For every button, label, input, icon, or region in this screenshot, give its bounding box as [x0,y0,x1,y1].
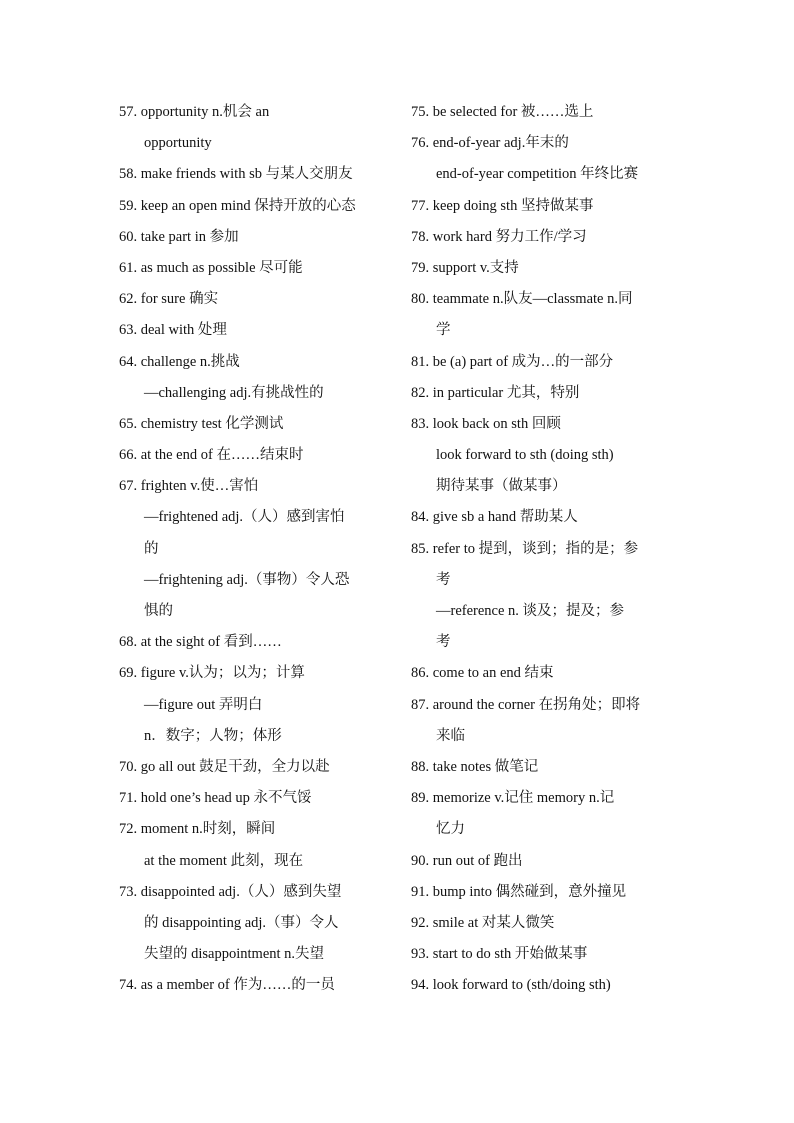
vocab-line [119,877,391,908]
right-column [411,97,673,1001]
vocab-text: 83. look back on sth 回顾 [411,415,561,432]
vocab-line [119,440,391,471]
vocab-line [119,128,391,159]
vocab-text: 来临 [436,727,465,744]
vocab-line [119,939,391,970]
vocab-line [411,908,673,939]
vocab-line [411,534,673,565]
vocab-text: 85. refer to 提到，谈到；指的是；参 [411,540,639,557]
vocab-text: 考 [436,634,451,651]
vocab-text: 67. frighten v.使…害怕 [119,478,259,495]
vocab-line [119,565,391,596]
vocab-line [411,721,673,752]
vocab-line [119,721,391,752]
vocab-text: 92. smile at 对某人微笑 [411,914,555,931]
vocab-line [411,690,673,721]
vocab-text: 失望的 disappointment n.失望 [144,946,325,963]
vocab-text: 60. take part in 参加 [119,228,239,245]
vocab-text: 90. run out of 跑出 [411,852,523,869]
vocab-text: —reference n. 谈及；提及；参 [436,603,625,619]
vocab-line [119,846,391,877]
vocab-line [411,846,673,877]
vocab-text: —challenging adj.有挑战性的 [144,384,324,401]
vocab-text: end-of-year competition 年终比赛 [436,166,639,183]
vocab-line [119,970,391,1001]
vocab-text: 64. challenge n.挑战 [119,353,240,370]
vocab-line [119,471,391,502]
vocab-text: —frightening adj.（事物）令人恐 [144,571,350,588]
vocab-line [411,502,673,533]
vocab-line [119,534,391,565]
vocab-line [411,565,673,596]
vocab-line [411,97,673,128]
vocab-line [411,284,673,315]
vocab-text: 59. keep an open mind 保持开放的心态 [119,197,356,214]
vocab-line [411,783,673,814]
vocab-text: 期待某事（做某事） [436,478,567,495]
vocab-line [411,159,673,190]
vocab-text: 68. at the sight of 看到…… [119,634,282,651]
vocab-line [411,752,673,783]
vocab-line [119,752,391,783]
vocab-text: —figure out 弄明白 [144,696,263,713]
vocab-text: 91. bump into 偶然碰到，意外撞见 [411,883,627,900]
vocab-line [411,939,673,970]
vocab-line [119,253,391,284]
vocab-line [411,970,673,1001]
vocab-line [119,159,391,190]
vocab-text: 94. look forward to (sth/doing sth) [411,977,611,994]
vocab-line [411,128,673,159]
vocab-text: 的 [144,540,159,557]
vocab-text: 57. opportunity n.机会 an [119,104,270,120]
vocab-line [119,315,391,346]
vocab-line [411,222,673,253]
vocab-text: 惧的 [144,603,173,619]
vocab-text: look forward to sth (doing sth) [436,447,614,464]
vocab-line [411,627,673,658]
vocab-text: 66. at the end of 在……结束时 [119,447,304,464]
vocab-line [411,191,673,222]
vocab-text: 65. chemistry test 化学测试 [119,415,284,432]
left-column [119,97,391,1001]
vocab-line [411,378,673,409]
vocab-line [119,627,391,658]
vocab-line [119,658,391,689]
vocab-text: 73. disappointed adj.（人）感到失望 [119,883,342,900]
vocab-line [411,347,673,378]
vocab-text: 71. hold one’s head up 永不气馁 [119,790,312,807]
vocab-text: 忆力 [436,821,465,838]
vocab-line [119,284,391,315]
vocab-text: 89. memorize v.记住 memory n.记 [411,790,615,807]
vocab-text: n．数字；人物；体形 [144,727,282,744]
vocab-line [119,908,391,939]
vocab-text: 82. in particular 尤其，特别 [411,384,580,401]
vocab-text: 72. moment n.时刻，瞬间 [119,821,276,838]
vocab-text: 77. keep doing sth 坚持做某事 [411,197,594,214]
vocab-line [411,877,673,908]
vocab-line [119,814,391,845]
vocab-line [119,97,391,128]
vocab-text: —frightened adj.（人）感到害怕 [144,509,345,526]
vocab-text: 61. as much as possible 尽可能 [119,259,303,276]
vocab-text: 70. go all out 鼓足干劲，全力以赴 [119,758,330,775]
vocab-line [119,783,391,814]
vocab-text: 69. figure v.认为；以为；计算 [119,665,305,682]
vocab-line [119,409,391,440]
vocab-text: 74. as a member of 作为……的一员 [119,977,335,994]
vocab-text: 76. end-of-year adj.年末的 [411,135,569,152]
vocab-text: at the moment 此刻，现在 [144,852,304,869]
vocab-text: 考 [436,571,451,588]
vocab-line [411,315,673,346]
vocab-line [119,191,391,222]
vocab-line [119,222,391,253]
vocab-text: 学 [436,322,451,339]
vocab-text: 87. around the corner 在拐角处；即将 [411,696,641,713]
vocab-line [119,596,391,627]
vocab-text: 88. take notes 做笔记 [411,758,539,775]
vocab-text: 79. support v.支持 [411,259,519,276]
vocab-text: opportunity [144,135,212,152]
vocab-line [119,502,391,533]
vocab-text: 93. start to do sth 开始做某事 [411,946,588,963]
vocab-text: 78. work hard 努力工作/学习 [411,228,587,245]
vocab-text: 81. be (a) part of 成为…的一部分 [411,353,614,370]
vocab-line [411,658,673,689]
vocab-line [411,440,673,471]
vocab-text: 62. for sure 确实 [119,291,219,308]
vocab-text: 86. come to an end 结束 [411,665,554,682]
vocab-line [411,596,673,627]
vocab-line [119,378,391,409]
vocab-line [411,409,673,440]
vocab-text: 的 disappointing adj.（事）令人 [144,914,339,931]
vocab-line [411,814,673,845]
vocab-line [119,347,391,378]
vocab-text: 84. give sb a hand 帮助某人 [411,509,578,526]
vocab-line [119,690,391,721]
vocab-line [411,471,673,502]
vocab-text: 80. teammate n.队友—classmate n.同 [411,291,633,308]
vocab-line [411,253,673,284]
vocab-text: 75. be selected for 被……选上 [411,104,594,120]
vocab-text: 58. make friends with sb 与某人交朋友 [119,166,353,183]
vocab-text: 63. deal with 处理 [119,322,227,339]
